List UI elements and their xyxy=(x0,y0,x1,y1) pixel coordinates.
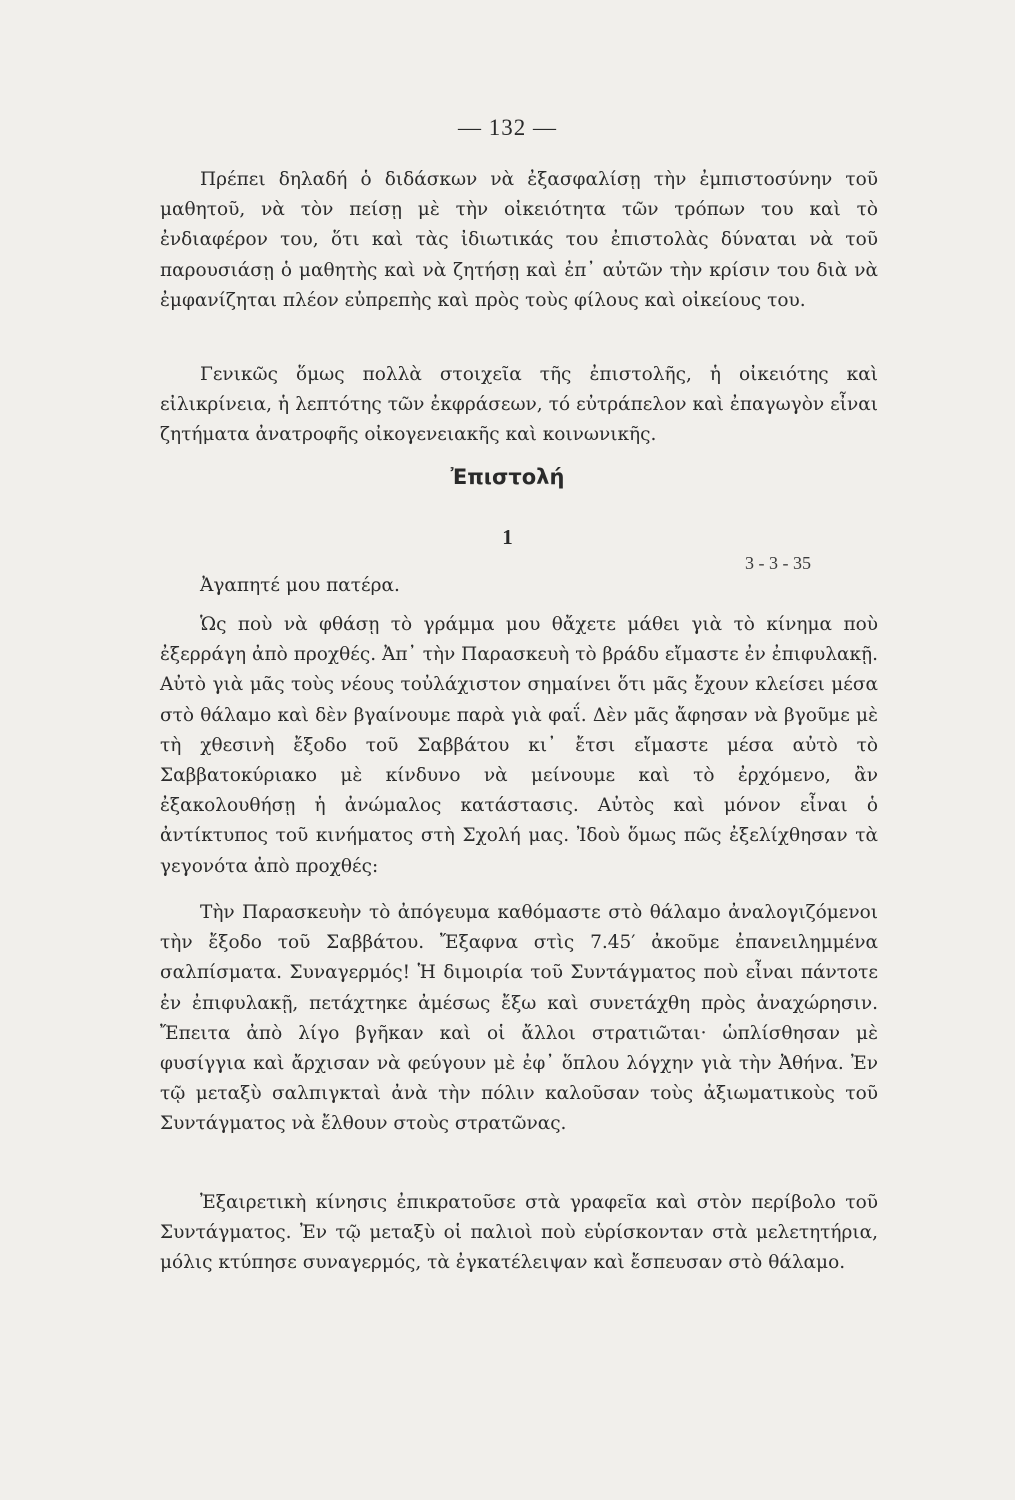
intro-paragraph: Πρέπει δηλαδή ὁ διδάσκων νὰ ἐξασφαλίσῃ τὴν ἐμπιστοσύνην τοῦ μαθητοῦ, νὰ τὸν πείσῃ μὲ τὴν οἰκειότητα τῶν τρόπων του καὶ τὸ ἐνδιαφέρον του, ὅτι καὶ τὰς ἰδιωτικάς του ἐπιστολὰς δύναται νὰ τοῦ παρουσιάσῃ ὁ μαθητὴς καὶ νὰ ζητήσῃ καὶ ἐπ᾽ αὐτῶν τὴν κρίσιν του διὰ νὰ ἐμφανίζηται πλέον εὐπρεπὴς καὶ πρὸς τοὺς φίλους καὶ οἰκείους του. xyxy=(160,169,878,311)
letter-date: 3 - 3 - 35 xyxy=(745,553,811,573)
general-paragraph: Γενικῶς ὅμως πολλὰ στοιχεῖα τῆς ἐπιστολῆς, ἡ οἰκειότης καὶ εἰλικρίνεια, ἡ λεπτότης τῶν ἐκφράσεων, τό εὐτράπελον καὶ ἐπαγωγὸν εἶναι ζητήματα ἀνατροφῆς οἰκογενειακῆς καὶ κοινωνικῆς. xyxy=(160,364,878,446)
page-number: — 132 — xyxy=(458,115,557,140)
letter-number: 1 xyxy=(502,525,513,549)
letter-body-paragraph-1: Ὡς ποὺ νὰ φθάσῃ τὸ γράμμα μου θἄχετε μάθει γιὰ τὸ κίνημα ποὺ ἐξερράγη ἀπὸ προχθές. Ἀπ᾽ τὴν Παρασκευὴ τὸ βράδυ εἴμαστε ἐν ἐπιφυλακῇ. Αὐτὸ γιὰ μᾶς τοὺς νέους τοὐλάχιστον σημαίνει ὅτι μᾶς ἔχουν κλείσει μέσα στὸ θάλαμο καὶ δὲν βγαίνουμε παρὰ γιὰ φαΐ. Δὲν μᾶς ἄφησαν νὰ βγοῦμε μὲ τὴ χθεσινὴ ἔξοδο τοῦ Σαββάτου κι᾽ ἔτσι εἴμαστε μέσα αὐτὸ τὸ Σαββατοκύριακο μὲ κίνδυνο νὰ μείνουμε καὶ τὸ ἐρχόμενο, ἂν ἐξακολουθήσῃ ἡ ἀνώμαλος κατάστασις. Αὐτὸς καὶ μόνον εἶναι ὁ ἀντίκτυπος τοῦ κινήματος στὴ Σχολή μας. Ἰδοὺ ὅμως πῶς ἐξελίχθησαν τὰ γεγονότα ἀπὸ προχθές: xyxy=(160,614,878,877)
letter-heading: Ἐπιστολή xyxy=(450,465,565,489)
letter-salutation: Ἀγαπητέ μου πατέρα. xyxy=(200,575,400,596)
letter-body-paragraph-2: Τὴν Παρασκευὴν τὸ ἀπόγευμα καθόμαστε στὸ θάλαμο ἀναλογιζόμενοι τὴν ἔξοδο τοῦ Σαββάτου. Ἔξαφνα στὶς 7.45′ ἀκοῦμε ἐπανειλημμένα σαλπίσματα. Συναγερμός! Ἡ διμοιρία τοῦ Συντάγματος ποὺ εἶναι πάντοτε ἐν ἐπιφυλακῇ, πετάχτηκε ἀμέσως ἔξω καὶ συνετάχθη πρὸς ἀναχώρησιν. Ἔπειτα ἀπὸ λίγο βγῆκαν καὶ οἱ ἄλλοι στρατιῶται· ὡπλίσθησαν μὲ φυσίγγια καὶ ἄρχισαν νὰ φεύγουν μὲ ἐφ᾽ ὅπλου λόγχην γιὰ τὴν Ἀθήνα. Ἐν τῷ μεταξὺ σαλπιγκταὶ ἀνὰ τὴν πόλιν καλοῦσαν τοὺς ἀξιωματικοὺς τοῦ Συντάγματος νὰ ἔλθουν στοὺς στρατῶνας. xyxy=(160,902,878,1135)
letter-body-paragraph-3: Ἐξαιρετικὴ κίνησις ἐπικρατοῦσε στὰ γραφεῖα καὶ στὸν περίβολο τοῦ Συντάγματος. Ἐν τῷ μεταξὺ οἱ παλιοὶ ποὺ εὑρίσκονταν στὰ μελετητήρια, μόλις κτύπησε συναγερμός, τὰ ἐγκατέλειψαν καὶ ἔσπευσαν στὸ θάλαμο. xyxy=(160,1192,878,1274)
